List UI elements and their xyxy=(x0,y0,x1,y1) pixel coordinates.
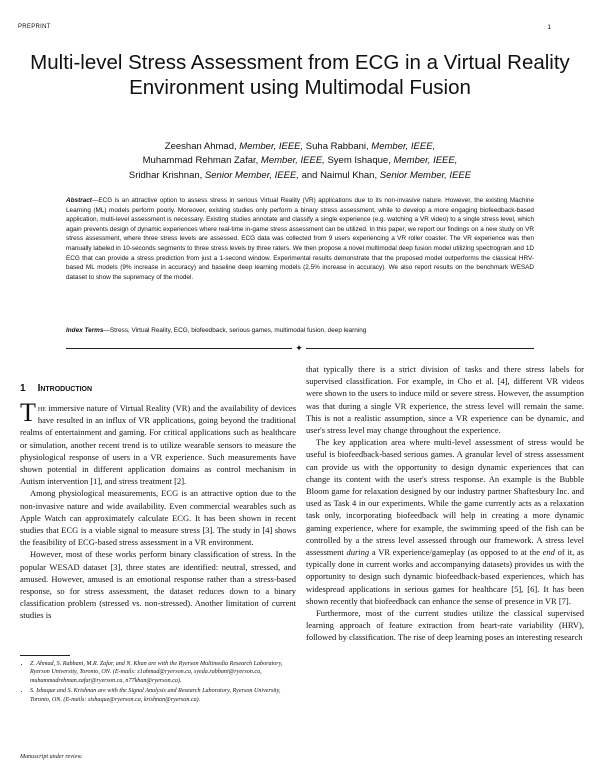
emphasis: end xyxy=(542,547,555,558)
paper-title: Multi-level Stress Assessment from ECG in a Virtual Reality Environment using Multimodal Fusion xyxy=(30,51,570,99)
right-column xyxy=(306,363,584,644)
section-title: Introduction xyxy=(37,383,93,394)
author-name: Syem Ishaque, xyxy=(327,155,391,167)
section-heading xyxy=(20,383,92,394)
page-number: 1 xyxy=(547,24,551,31)
first-word-rest: he xyxy=(37,403,46,413)
running-head: PREPRINT xyxy=(18,24,51,30)
paragraph-text: a VR experience/gameplay (as opposed to at the xyxy=(369,547,543,558)
footnote-rule xyxy=(20,655,70,656)
author-name: Muhammad Rehman Zafar, xyxy=(142,155,259,167)
author-name: Zeeshan Ahmad, xyxy=(164,141,237,152)
divider-rule-right xyxy=(306,348,534,349)
abstract-label: Abstract xyxy=(66,197,92,204)
paragraph-text: of it, as typically done in current works and accompanying datasets) provides us with the opportunity to design such dynamic biofeedback-based experiences, which has widespread applications in serious games for healthcare [5], [6]. It has been shown recently that biofeedback can enhance the sense of presence in VR [7]. xyxy=(306,547,584,606)
paragraph xyxy=(20,398,296,487)
manuscript-note: Manuscript under review. xyxy=(20,754,83,760)
author-role: Member, IEEE, xyxy=(260,155,325,167)
author-list xyxy=(60,140,540,183)
author-separator: and xyxy=(301,169,318,181)
paragraph-text: The key application area where multi-level assessment of stress would be useful is biofeedback-based serious games. A granular level of stress assessment can provide us with the opportunity to design dynamic experiences that can change its content with the user's stress response. An example is the Bubble Bloom game for relaxation designed by our industry partner Shaftesbury Inc. and used as Task 4 in our experiments. While the game currently acts as a relaxation task only, incorporating biofeedback will help in creating a more dynamic gaming experience, where for example, the swimming speed of the fish can be controlled by a the stress level assessed through our framework. A stress level assessment xyxy=(306,437,584,558)
author-name: Naimul Khan, xyxy=(320,169,378,181)
footnote: • Z. Ahmad, S. Rabbani, M.R. Zafar, and N. Khan are with the Ryerson Multimedia Research Laboratory, Ryerson University, Toronto, ON. (E-mails: z1ahmad@ryerson.ca, syeda.rabbani@ryerson.ca, muhammadrehman.zafar@ryerson.ca, n77khan@ryerson.ca). xyxy=(30,660,296,685)
footnotes xyxy=(20,660,296,706)
footnote: • S. Ishaque and S. Krishnan are with the Signal Analysis and Research Laboratory, Ryerson University, Toronto, ON. (E-mails: sishaque@ryerson.ca, krishnan@ryerson.ca). xyxy=(30,687,296,704)
author-role: Member, IEEE, xyxy=(371,141,436,152)
divider-diamond-icon: ✦ xyxy=(295,343,303,353)
author-name: Sridhar Krishnan, xyxy=(128,169,203,181)
abstract xyxy=(66,196,534,282)
section-number: 1 xyxy=(20,383,26,394)
author-role: Senior Member, IEEE, xyxy=(204,169,299,181)
paragraph xyxy=(306,436,584,607)
abstract-text: —ECG is an attractive option to assess stress in serious Virtual Reality (VR) applications due to its non-invasive nature. However, the existing Machine Learning (ML) models perform poorly. Moreover, existing studies only perform a binary stress assessment, while to develop a more engaging biofeedback-based application, multi-level assessment is necessary. Existing studies annotate and classify a single experience (e.g. watching a VR video) to a single stress level, which again prevents design of dynamic experiences where real-time in-game stress assessment can be utilized. In this paper, we report our findings on a new study on VR stress assessment, where three stress levels are assessed. ECG data was collected from 9 users experiencing a VR roller coaster. The VR experience was then manually labeled in 10-seconds segments to three stress levels by three raters. We then propose a novel multimodal deep fusion model utilizing spectrogram and 1D ECG that can provide a stress prediction from just a 1-second window. Experimental results demonstrate that the proposed model outperforms the classical HRV-based ML models (9% increase in accuracy) and baseline deep learning models (2.5% increase in accuracy). We also report results on the benchmark WESAD dataset to show the supremacy of the model. xyxy=(66,197,534,281)
paragraph-text: immersive nature of Virtual Reality (VR) and the availability of devices have resulted in an influx of VR applications, going beyond the traditional realms of entertainment and gaming. For critical applications such as healthcare or simulation, another recent trend is to utilize wearable sensors to measure the physiological response of users in a VR experience. Such measurements have shown potential in different application domains as control mechanism in Autism intervention [1], and stress treatment [2]. xyxy=(20,403,296,487)
author-role: Member, IEEE, xyxy=(239,141,304,152)
index-terms-label: Index Terms xyxy=(66,327,104,334)
left-column xyxy=(20,398,296,622)
paragraph: Furthermore, most of the current studies utilize the classical supervised learning approach of feature extraction from heart-rate variability (HRV), followed by classification. The rise of deep learning poses an interesting research xyxy=(306,608,584,643)
index-terms xyxy=(66,326,534,336)
paragraph: However, most of these works perform binary classification of stress. In the popular WESAD dataset [3], three states are identified: neutral, stressed, and amused. However, amused is an emotional response rather than a stress-based response, so for stress assessment, the dataset reduces down to a binary classification problem (stressed vs. non-stressed). Another limitation of current studies is xyxy=(20,549,296,621)
paragraph: Among physiological measurements, ECG is an attractive option due to the non-invasive nature and wide availability. Even commercial wearables such as Apple Watch can approximately calculate ECG. It has been shown in recent studies that ECG is a viable signal to measure stress [3]. The study in [4] shows the feasibility of ECG-based stress assessment in a VR environment. xyxy=(20,488,296,548)
author-name: Suha Rabbani, xyxy=(305,141,369,152)
author-role: Senior Member, IEEE xyxy=(379,169,472,181)
author-role: Member, IEEE, xyxy=(393,155,458,167)
drop-cap: T xyxy=(20,398,36,427)
index-terms-text: —Stress, Virtual Reality, ECG, biofeedback, serious games, multimodal fusion, deep learning xyxy=(103,327,367,334)
emphasis: during xyxy=(346,547,370,558)
paragraph: that typically there is a strict division of tasks and there stress labels for supervised classification. For example, in Cho et al. [4], different VR videos were shown to the users to induce mild or severe stress. However, the assumption was that during a single VR experience, the stress level will remain the same. This is not a realistic assumption, since a VR experience can be dynamic, and user's stress level may change throughout the experience. xyxy=(306,364,584,436)
divider-rule-left xyxy=(66,348,292,349)
